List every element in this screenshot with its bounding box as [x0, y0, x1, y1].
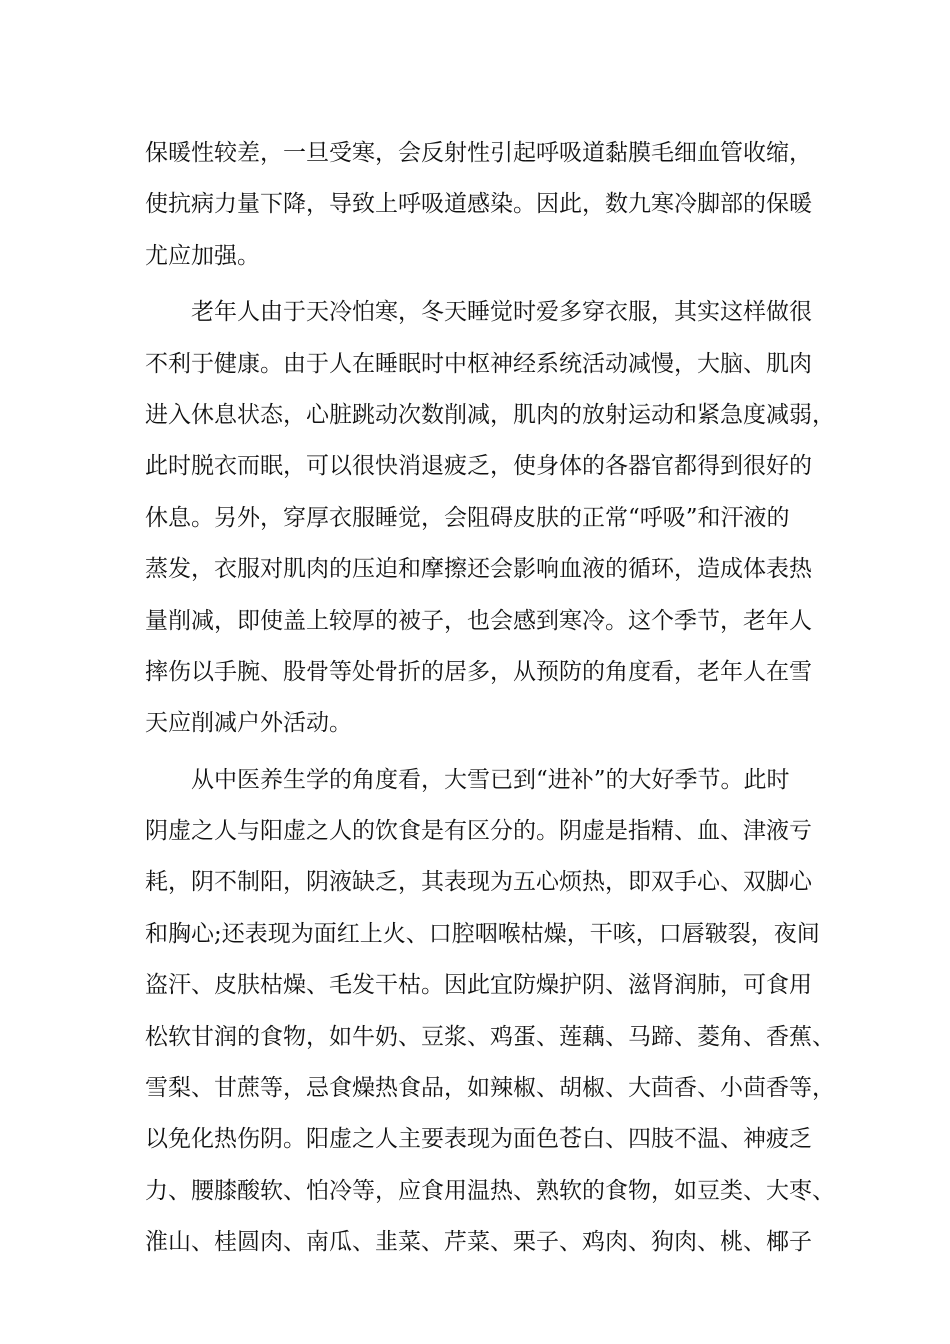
text-line: 休息。另外，穿厚衣服睡觉，会阻碍皮肤的正常“呼吸”和汗液的 [145, 504, 790, 531]
text-line: 盗汗、皮肤枯燥、毛发干枯。因此宜防燥护阴、滋肾润肺，可食用 [145, 972, 812, 999]
text-line: 老年人由于天冷怕寒，冬天睡觉时爱多穿衣服，其实这样做很 [145, 299, 812, 326]
text-line: 进入休息状态，心脏跳动次数削减，肌肉的放射运动和紧急度减弱， [145, 401, 835, 428]
text-line: 从中医养生学的角度看，大雪已到“进补”的大好季节。此时 [145, 766, 790, 793]
text-line: 和胸心;还表现为面红上火、口腔咽喉枯燥，干咳，口唇皲裂，夜间 [145, 920, 820, 947]
document-body [145, 128, 835, 1269]
text-line: 力、腰膝酸软、怕冷等，应食用温热、熟软的食物，如豆类、大枣、 [145, 1177, 835, 1204]
text-line: 不利于健康。由于人在睡眠时中枢神经系统活动减慢，大脑、肌肉 [145, 350, 812, 377]
text-line: 摔伤以手腕、股骨等处骨折的居多，从预防的角度看，老年人在雪 [145, 658, 812, 685]
text-line: 以免化热伤阴。阳虚之人主要表现为面色苍白、四肢不温、神疲乏 [145, 1126, 812, 1153]
text-line: 使抗病力量下降，导致上呼吸道感染。因此，数九寒冷脚部的保暖 [145, 191, 812, 218]
paragraph [145, 128, 835, 282]
text-line: 阴虚之人与阳虚之人的饮食是有区分的。阴虚是指精、血、津液亏 [145, 818, 812, 845]
paragraph [145, 755, 835, 1269]
text-line: 尤应加强。 [145, 242, 260, 269]
text-line: 蒸发，衣服对肌肉的压迫和摩擦还会影响血液的循环，造成体表热 [145, 556, 812, 583]
text-line: 耗，阴不制阳，阴液缺乏，其表现为五心烦热，即双手心、双脚心 [145, 869, 812, 896]
paragraph [145, 287, 835, 750]
text-line: 量削减，即使盖上较厚的被子，也会感到寒冷。这个季节，老年人 [145, 607, 812, 634]
text-line: 松软甘润的食物，如牛奶、豆浆、鸡蛋、莲藕、马蹄、菱角、香蕉、 [145, 1023, 835, 1050]
text-line: 天应削减户外活动。 [145, 710, 352, 737]
text-line: 雪梨、甘蔗等，忌食燥热食品，如辣椒、胡椒、大茴香、小茴香等， [145, 1075, 835, 1102]
text-line: 此时脱衣而眠，可以很快消退疲乏，使身体的各器官都得到很好的 [145, 453, 812, 480]
text-line: 淮山、桂圆肉、南瓜、韭菜、芹菜、栗子、鸡肉、狗肉、桃、椰子 [145, 1229, 812, 1256]
text-line: 保暖性较差，一旦受寒，会反射性引起呼吸道黏膜毛细血管收缩， [145, 140, 812, 166]
